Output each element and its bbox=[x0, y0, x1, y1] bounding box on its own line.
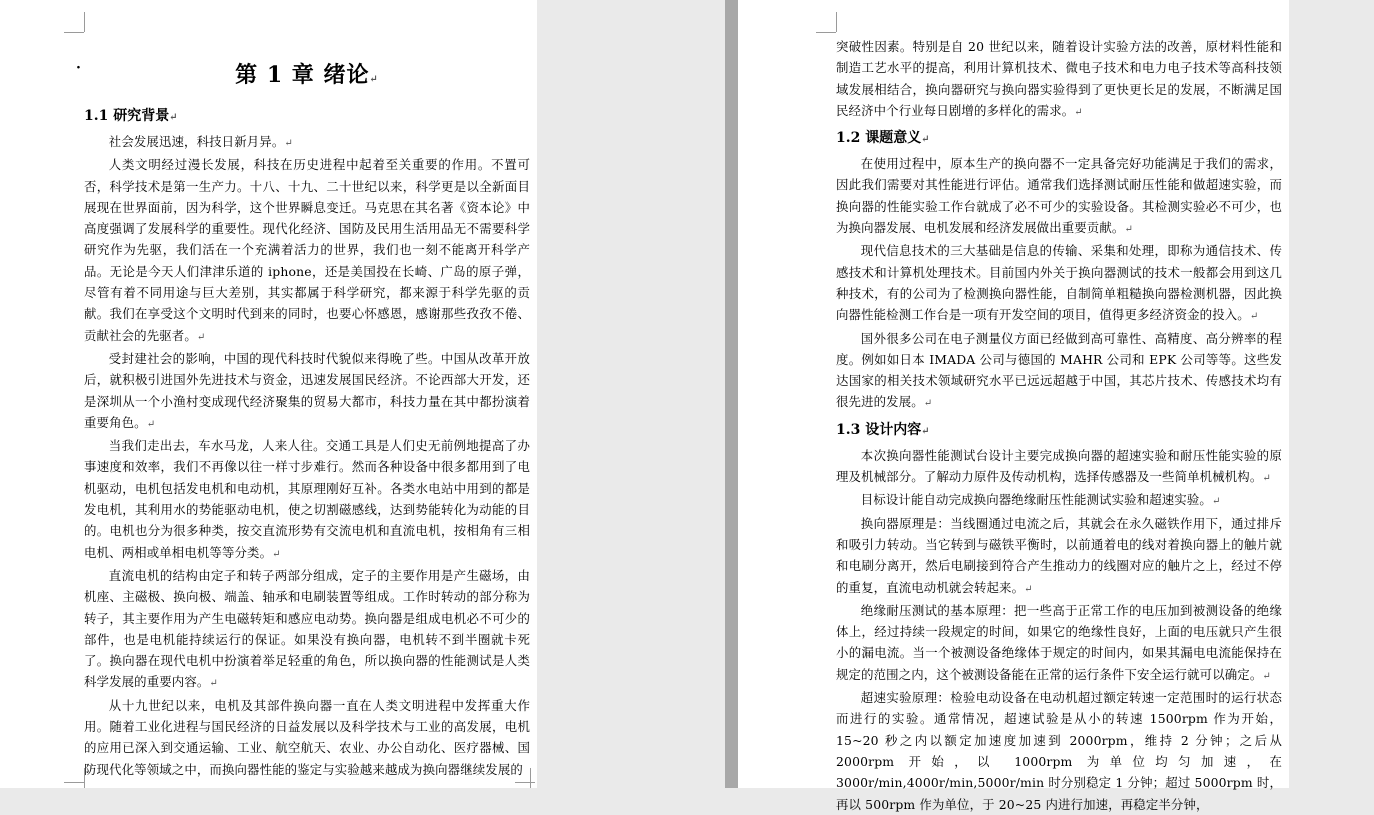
section-heading: 1.2 课题意义↵ bbox=[836, 130, 930, 147]
section-heading: 1.1 研究背景↵ bbox=[84, 108, 178, 124]
paragraph: 社会发展迅速，科技日新月异。↵ bbox=[108, 134, 293, 149]
paragraph: 从十九世纪以来，电机及其部件换向器一直在人类文明进程中发挥重大作用。随着工业化进程与国民经济的日益发展以及科学技术与工业的高发展，电机的应用已深入到交通运输、工业、航空航天、农业、办公自动化、医疗器械、国防现代化等领域之中，而换向器性能的鉴定与实验越来越成为换向器继续发展的 bbox=[84, 697, 530, 777]
paragraph: 超速实验原理：检验电动设备在电动机超过额定转速一定范围时的运行状态而进行的实验。通常情况，超速试验是从小的转速 1500rpm 作为开始，15~20 秒之内以额定加速度加速到 2000rpm，维持 2 分钟；之后从 2000rpm 开始，以 1000rpm 为单位均匀加速，在 3000r/min,4000r/min,5000r/min 时分别稳定 1 分钟；超过 5000rpm 时，再以 500rpm 作为单位，于 20~25 内进行加速，再稳定半分钟， bbox=[836, 690, 1282, 812]
paragraph: 本次换向器性能测试台设计主要完成换向器的超速实验和耐压性能实验的原理及机械部分。了解动力原件及传动机构，选择传感器及一些简单机械机构。↵ bbox=[836, 447, 1282, 485]
page-left bbox=[0, 0, 537, 788]
section-heading: 1.3 设计内容↵ bbox=[836, 421, 930, 438]
left-page-content[interactable] bbox=[76, 0, 530, 780]
crop-mark bbox=[836, 12, 837, 32]
paragraph: 突破性因素。特别是自 20 世纪以来，随着设计实验方法的改善，原材料性能和制造工艺水平的提高，利用计算机技术、微电子技术和电力电子技术等高科技领域发展相结合，换向器研究与换向器实验得到了更快更长足的发展，不断满足国民经济中个行业每日剧增的多样化的需求。↵ bbox=[836, 39, 1282, 118]
paragraph: 人类文明经过漫长发展，科技在历史进程中起着至关重要的作用。不置可否，科学技术是第一生产力。十八、十九、二十世纪以来，科学更是以全新面目展现在世界面前，因为科学，这个世界瞬息变迁。马克思在其名著《资本论》中高度强调了发展科学的重要性。现代化经济、国防及民用生活用品无不需要科学研究作为先驱，我们活在一个充满着活力的世界，我们也一刻不能离开科学产品。无论是今天人们津津乐道的 iphone，还是美国投在长崎、广岛的原子弹，尽管有着不同用途与巨大差别，其实都属于科学研究，都来源于科学先驱的贡献。我们在享受这个文明时代到来的同时，也要心怀感恩，感谢那些孜孜不倦、贡献社会的先驱者。↵ bbox=[84, 157, 530, 343]
paragraph: 换向器原理是：当线圈通过电流之后，其就会在永久磁铁作用下，通过排斥和吸引力转动。当它转到与磁铁平衡时，以前通着电的线对着换向器上的触片就和电刷分离开，然后电刷接到符合产生推动力的线圈对应的触片之上，经过不停的重复，直流电动机就会转起来。↵ bbox=[836, 515, 1282, 595]
chapter-title: · 第 1 章 绪论↵ bbox=[76, 60, 379, 88]
gutter-left bbox=[537, 0, 725, 788]
crop-mark bbox=[64, 32, 84, 33]
paragraph: 目标设计能自动完成换向器绝缘耐压性能测试实验和超速实验。↵ bbox=[860, 492, 1221, 508]
paragraph: 在使用过程中，原本生产的换向器不一定具备完好功能满足于我们的需求，因此我们需要对其性能进行评估。通常我们选择测试耐压性能和做超速实验，而换向器的性能实验工作台就成了必不可少的实验设备。其检测实验必不可少，也为换向器发展、电机发展和经济发展做出重要贡献。↵ bbox=[836, 156, 1282, 236]
paragraph: 国外很多公司在电子测量仪方面已经做到高可靠性、高精度、高分辨率的程度。例如如日本 IMADA 公司与德国的 MAHR 公司和 EPK 公司等等。这些发达国家的相关技术领域研究水平已远远超越于中国，其芯片技术、传感技术均有很先进的发展。↵ bbox=[836, 330, 1282, 410]
gutter-right bbox=[1289, 0, 1374, 788]
paragraph: 直流电机的结构由定子和转子两部分组成，定子的主要作用是产生磁场，由机座、主磁极、换向极、端盖、轴承和电刷装置等组成。工作时转动的部分称为转子，其主要作用为产生电磁转矩和感应电动势。换向器是组成电机必不可少的部件，也是电机能持续运行的保证。如果没有换向器，电机转不到半圈就卡死了。换向器在现代电机中扮演着举足轻重的角色，所以换向器的性能测试是人类科学发展的重要内容。↵ bbox=[84, 567, 530, 690]
chapter-title-text: 第 1 章 绪论 bbox=[235, 62, 370, 88]
paragraph-bullet: · bbox=[76, 60, 82, 76]
crop-mark bbox=[530, 768, 531, 788]
crop-mark bbox=[816, 32, 836, 33]
paragraph: 受封建社会的影响，中国的现代科技时代貌似来得晚了些。中国从改革开放后，就积极引进国外先进技术与资金，迅速发展国民经济。不论西部大开发，还是深圳从一个小渔村变成现代经济聚集的贸易大都市，科技力量在其中都扮演着重要角色。↵ bbox=[84, 350, 530, 430]
crop-mark bbox=[64, 782, 84, 783]
paragraph: 绝缘耐压测试的基本原理：把一些高于正常工作的电压加到被测设备的绝缘体上，经过持续一段规定的时间，如果它的绝缘性良好，上面的电压就只产生很小的漏电流。当一个被测设备绝缘体于规定的时间内，如果其漏电电流能保持在规定的范围之内，这个被测设备能在正常的运行条件下安全运行就可以确定。↵ bbox=[836, 602, 1282, 682]
crop-mark bbox=[515, 782, 535, 783]
paragraph: 当我们走出去，车水马龙，人来人往。交通工具是人们史无前例地提高了办事速度和效率，我们不再像以往一样寸步难行。然而各种设备中很多都用到了电机驱动，电机包括发电机和电动机，其原理刚好互补。各类水电站中用到的都是发电机，其利用水的势能驱动电机，使之切割磁感线，达到势能转化为动能的目的。电机也分为很多种类，按交直流形势有交流电机和直流电机，按相角有三相电机、两相或单相电机等等分类。↵ bbox=[84, 438, 530, 560]
right-page-content[interactable] bbox=[836, 36, 1282, 815]
split-window-bar[interactable] bbox=[725, 0, 738, 788]
paragraph: 现代信息技术的三大基础是信息的传输、采集和处理，即称为通信技术、传感技术和计算机处理技术。目前国内外关于换向器测试的技术一般都会用到这几种技术，有的公司为了检测换向器性能，自制简单粗糙换向器检测机器，因此换向器性能检测工作台是一项有开发空间的项目，值得更多经济资金的投入。↵ bbox=[836, 243, 1282, 323]
page-right bbox=[738, 0, 1289, 812]
